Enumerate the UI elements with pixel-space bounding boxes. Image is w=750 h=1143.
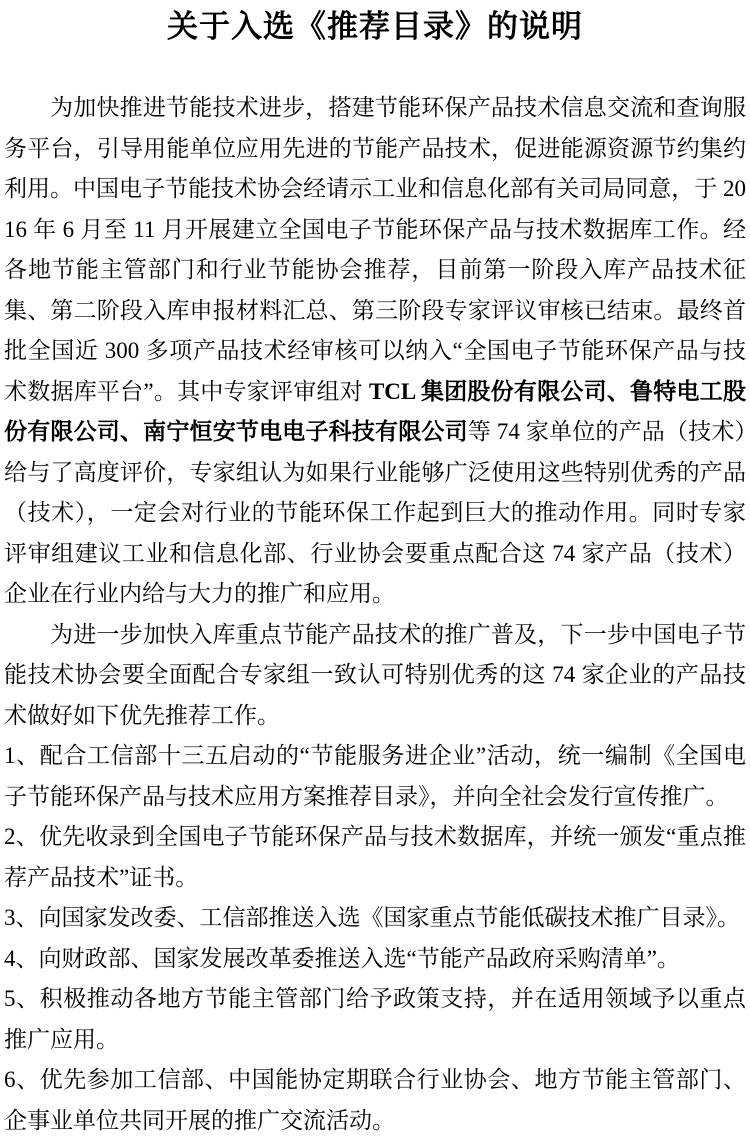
- text-segment: 2、优先收录到全国电子节能环保产品与技术数据库，并统一颁发“重点推荐产品技术”证书。: [4, 824, 746, 890]
- text-segment: 为进一步加快入库重点节能产品技术的推广普及，下一步中国电子节能技术协会要全面配合专家组一致认可特别优秀的这 74 家企业的产品技术做好如下优先推荐工作。: [4, 621, 746, 728]
- numbered-list-paragraph: [4, 898, 746, 939]
- numbered-list-paragraph: [4, 1060, 746, 1141]
- body-paragraph: [4, 88, 746, 615]
- numbered-list-paragraph: [4, 979, 746, 1060]
- text-segment: 4、向财政部、国家发展改革委推送入选“节能产品政府采购清单”。: [4, 945, 680, 971]
- text-segment: 5、积极推动各地方节能主管部门给予政策支持，并在适用领域予以重点推广应用。: [4, 986, 746, 1052]
- body-paragraph: [4, 615, 746, 737]
- numbered-list-paragraph: [4, 939, 746, 980]
- text-segment: 6、优先参加工信部、中国能协定期联合行业协会、地方节能主管部门、企事业单位共同开展的推广交流活动。: [4, 1067, 746, 1133]
- text-segment: 3、向国家发改委、工信部推送入选《国家重点节能低碳技术推广目录》。: [4, 905, 740, 930]
- text-segment: 1、配合工信部十三五启动的“节能服务进企业”活动，统一编制《全国电子节能环保产品与技术应用方案推荐目录》，并向全社会发行宣传推广。: [4, 743, 746, 809]
- numbered-list-paragraph: [4, 817, 746, 898]
- page-title: 关于入选《推荐目录》的说明: [167, 9, 583, 44]
- document-body: [4, 88, 746, 1141]
- numbered-list-paragraph: [4, 736, 746, 817]
- bold-company-names: TCL 集团股份有限公司、鲁特电工股份有限公司、南宁恒安节电电子科技有限公司: [4, 378, 746, 444]
- text-segment: 为加快推进节能技术进步，搭建节能环保产品技术信息交流和查询服务平台，引导用能单位应用先进的节能产品技术，促进能源资源节约集约利用。中国电子节能技术协会经请示工业和信息化部有关司局同意，于 2016 年 6 月至 11 月开展建立全国电子节能环保产品与技术数据库工作。经各地节能主管部门和行业节能协会推荐，目前第一阶段入库产品技术征集、第二阶段入库申报材料汇总、第三阶段专家评议审核已结束。最终首批全国近 300 多项产品技术经审核可以纳入“全国电子节能环保产品与技术数据库平台”。其中专家评审组对: [4, 95, 746, 404]
- text-segment: 等 74 家单位的产品（技术）给与了高度评价，专家组认为如果行业能够广泛使用这些特别优秀的产品（技术），一定会对行业的节能环保工作起到巨大的推动作用。同时专家评审组建议工业和信息化部、行业协会要重点配合这 74 家产品（技术）企业在行业内给与大力的推广和应用。: [4, 419, 746, 606]
